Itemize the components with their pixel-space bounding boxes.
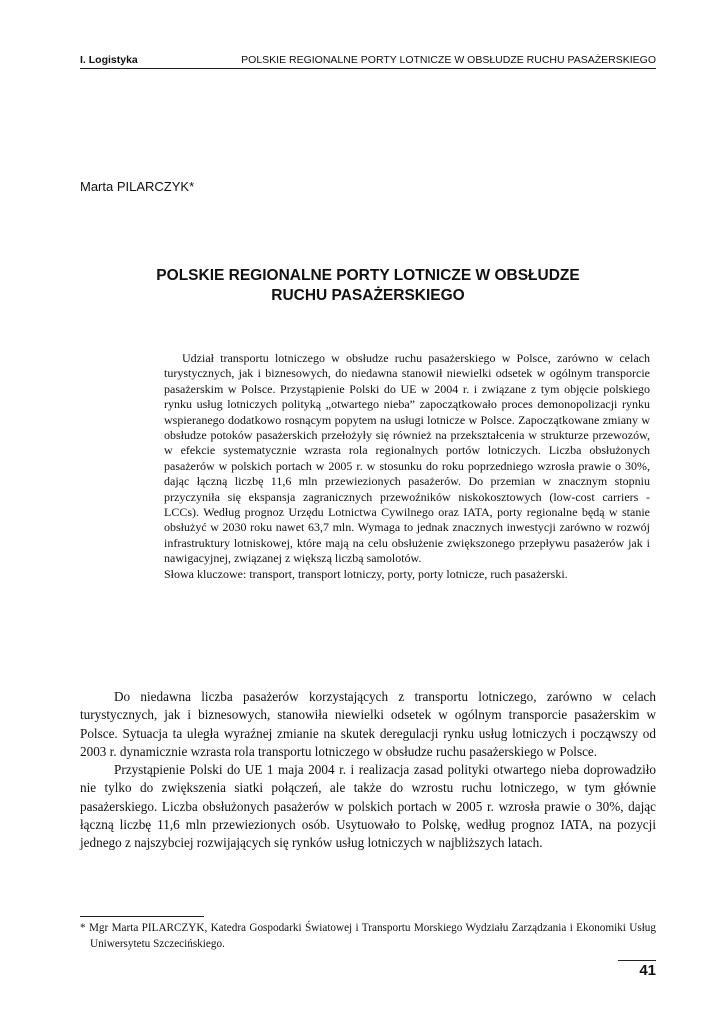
footnote xyxy=(80,921,656,952)
author-name: Marta PILARCZYK* xyxy=(80,179,195,194)
page-number-rule xyxy=(618,960,656,961)
keywords: Słowa kluczowe: transport, transport lotniczy, porty, porty lotnicze, ruch pasażerski. xyxy=(164,566,568,581)
title-line-1: POLSKIE REGIONALNE PORTY LOTNICZE W OBSŁUDZE xyxy=(156,267,580,284)
page-number: 41 xyxy=(639,962,656,979)
body-paragraph: Do niedawna liczba pasażerów korzystających z transportu lotniczego, zarówno w celach turystycznych, jak i biznesowych, stanowiła niewielki odsetek w ogólnym transporcie pasażerskim w Polsce. Sytuacja ta uległa wyraźnej zmianie na skutek deregulacji rynku usług lotniczych i począwszy od 2003 r. dynamicznie wzrasta rola transportu lotniczego w obsłudze ruchu pasażerskiego w Polsce. xyxy=(80,689,656,759)
header-divider xyxy=(80,68,656,69)
footnote-text: * Mgr Marta PILARCZYK, Katedra Gospodarki Światowej i Transportu Morskiego Wydziału Zarządzania i Ekonomiki Usług Uniwersytetu Szczecińskiego. xyxy=(80,922,656,950)
title-line-2: RUCHU PASAŻERSKIEGO xyxy=(271,287,465,304)
abstract xyxy=(164,351,650,582)
body-text xyxy=(80,688,656,853)
running-title: POLSKIE REGIONALNE PORTY LOTNICZE W OBSŁUDZE RUCHU PASAŻERSKIEGO xyxy=(241,54,656,66)
body-paragraph: Przystąpienie Polski do UE 1 maja 2004 r. i realizacja zasad polityki otwartego nieba doprowadziło nie tylko do zwiększenia siatki połączeń, ale także do wzrostu ruchu lotniczego, w tym głównie pasażerskiego. Liczba obsłużonych pasażerów w polskich portach w 2005 r. wzrosła prawie o 30%, dając łączną liczbę 11,6 mln przewiezionych osób. Usytuowało to Polskę, według prognoz IATA, na pozycji jednego z najszybciej rozwijających się rynków usług lotniczych w najbliższych latach. xyxy=(80,762,656,851)
section-label: I. Logistyka xyxy=(80,54,138,66)
article-title xyxy=(80,266,656,306)
abstract-text: Udział transportu lotniczego w obsłudze ruchu pasażerskiego w Polsce, zarówno w celach turystycznych, jak i biznesowych, do niedawna stanowił niewielki odsetek w ogólnym transporcie pasażerskim w Polsce. Przystąpienie Polski do UE w 2004 r. i związane z tym objęcie polskiego rynku usług lotniczych polityką „otwartego nieba” zapoczątkowało proces demonopolizacji rynku wspieranego dodatkowo rosnącym popytem na usługi lotnicze w Polsce. Zapoczątkowane zmiany w obsłudze potoków pasażerskich przełożyły się również na przekształcenia w strukturze przewozów, w efekcie systematycznie wzrasta rola regionalnych portów lotniczych. Liczba obsłużonych pasażerów w polskich portach w 2005 r. w stosunku do roku poprzedniego wzrosła prawie o 30%, dając łączną liczbę 11,6 mln przewiezionych pasażerów. Do przemian w znacznym stopniu przyczyniła się ekspansja zagranicznych przewoźników niskokosztowych (low-cost carriers - LCCs). Według prognoz Urzędu Lotnictwa Cywilnego oraz IATA, porty regionalne będą w stanie obsłużyć w 2030 roku nawet 63,7 mln. Wymaga to jednak znacznych inwestycji zarówno w rozwój infrastruktury lotniskowej, które mają na celu obsłużenie zwiększonego przepływu pasażerów jak i nawigacyjnej, związanej z większą liczbą samolotów. xyxy=(164,351,650,566)
footnote-divider xyxy=(80,916,204,917)
running-header xyxy=(80,54,656,68)
